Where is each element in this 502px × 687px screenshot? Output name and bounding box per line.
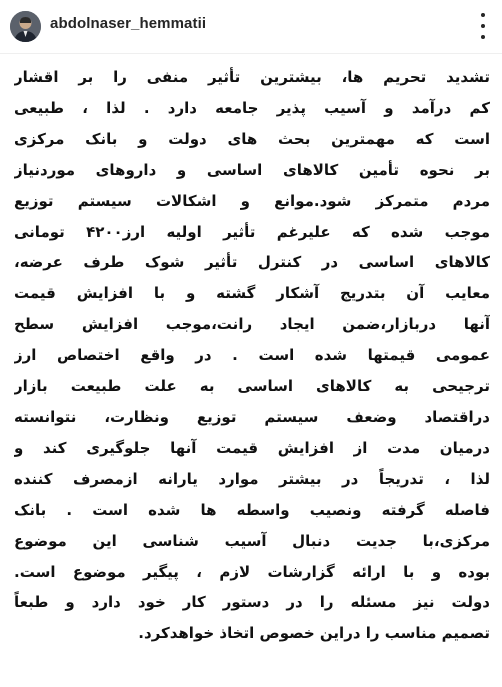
caption-line: بوده و با ارائه گزارشات لازم ، پیگیر موضوع است. [14,562,490,581]
caption-line: معایب آن بتدریج آشکار گشته و با افزایش قیمت [14,284,490,303]
caption-line: کالاهای اساسی در کنترل تأثیر شوک طرف عرضه، [14,253,490,272]
caption-line: عمومی قیمتها شده است . در واقع اختصاص ارز [14,346,490,365]
caption-line: دراقتصاد وضعف سیستم توزیع ونظارت، نتوانسته [14,407,490,426]
caption-line: کم درآمد و آسیب پذیر جامعه دارد . لذا ، طبیعی [14,98,490,117]
caption-line: آنها دربازار،ضمن ایجاد رانت،موجب افزایش سطح [14,315,490,334]
profile-photo-icon [10,11,41,42]
caption-line: لذا ، تدریجاً در بیشتر موارد یارانه ازمصرف کننده [14,469,490,488]
caption-line: درمیان مدت از افزایش قیمت آنها جلوگیری کند و [14,438,490,457]
caption-line: تصمیم مناسب را دراین خصوص اتخاذ خواهدکرد. [138,624,490,643]
caption-line: است که مهمترین بحث های دولت و بانک مرکزی [14,129,490,148]
caption-line: دولت نیز مسئله را در دستور کار خود دارد و طبعاً [14,593,490,612]
caption-line: فاصله گرفته ونصیب واسطه ها شده است . بانک [14,500,490,519]
more-dot [481,24,485,28]
caption-line: بر نحوه تأمین کالاهای اساسی و داروهای موردنیاز [14,160,490,179]
caption-line: موجب شده که علیرغم تأثیر اولیه ارز۴۲۰۰ تومانی [14,222,490,241]
caption-line: مردم متمرکز شود.موانع و اشکالات سیستم توزیع [14,191,490,210]
post-caption [14,62,490,649]
caption-line: ترجیحی به کالاهای اساسی به علت طبیعت بازار [14,377,490,396]
username[interactable]: abdolnaser_hemmatii [50,15,207,32]
more-dot [481,13,485,17]
more-dot [481,35,485,39]
caption-line: تشدید تحریم ها، بیشترین تأثیر منفی را بر اقشار [14,68,490,86]
caption-line: مرکزی،با جدیت دنبال آسیب شناسی این موضوع [14,531,490,550]
avatar[interactable] [10,11,41,42]
post-header [0,0,502,54]
more-vertical-icon[interactable] [480,13,486,39]
